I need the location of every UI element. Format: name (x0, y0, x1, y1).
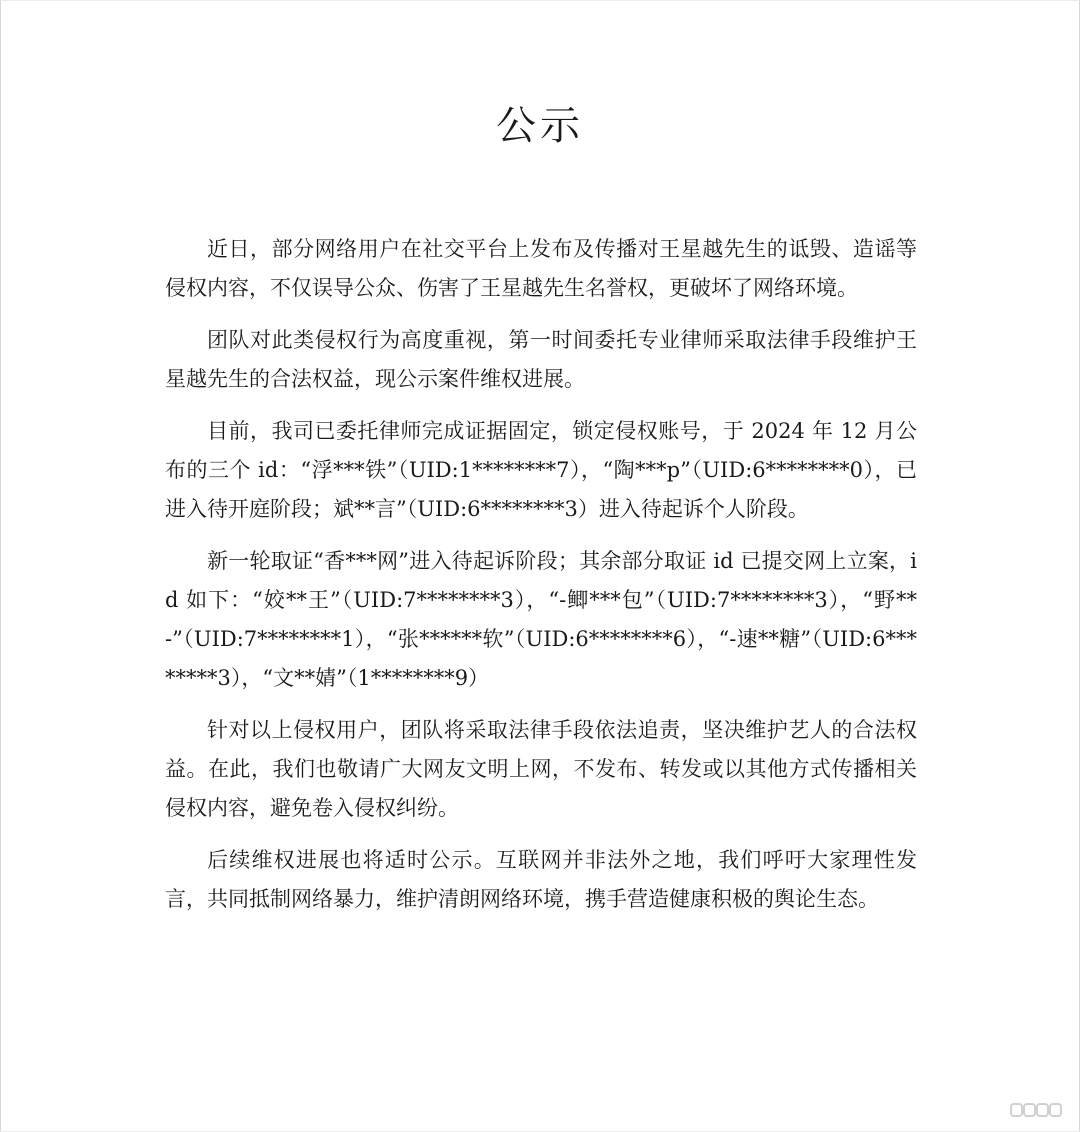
paragraph-legal-action: 针对以上侵权用户，团队将采取法律手段依法追责，坚决维护艺人的合法权益。在此，我们也敬请广大网友文明上网，不发布、转发或以其他方式传播相关侵权内容，避免卷入侵权纠纷。 (165, 718, 917, 820)
paragraph-case-progress: 目前，我司已委托律师完成证据固定，锁定侵权账号，于 2024 年 12 月公布的三个 id：“浮***铁”（UID:1********7），“陶***p”（UID:6********0），已进入待开庭阶段；斌**言”（UID:6********3）进入待起诉个人阶段。 (165, 419, 917, 521)
paragraph-team-response: 团队对此类侵权行为高度重视，第一时间委托专业律师采取法律手段维护王星越先生的合法权益，现公示案件维权进展。 (165, 328, 917, 391)
paragraph-new-evidence: 新一轮取证“香***网”进入待起诉阶段；其余部分取证 id 已提交网上立案，id 如下：“姣**王”（UID:7********3），“-鲫***包”（UID:7********3），“野**-”（UID:7********1），“张******软”（UID:6********6），“-速**糖”（UID:6********3），“文**婧”（1********9） (165, 549, 917, 690)
notice-body (165, 230, 917, 932)
paragraph-closing: 后续维权进展也将适时公示。互联网并非法外之地，我们呼吁大家理性发言，共同抵制网络暴力，维护清朗网络环境，携手营造健康积极的舆论生态。 (165, 848, 917, 911)
notice-title: 公示 (496, 103, 584, 149)
paragraph-intro: 近日，部分网络用户在社交平台上发布及传播对王星越先生的诋毁、造谣等侵权内容，不仅误导公众、伤害了王星越先生名誉权，更破坏了网络环境。 (165, 237, 917, 300)
watermark-logo (1010, 1102, 1062, 1118)
